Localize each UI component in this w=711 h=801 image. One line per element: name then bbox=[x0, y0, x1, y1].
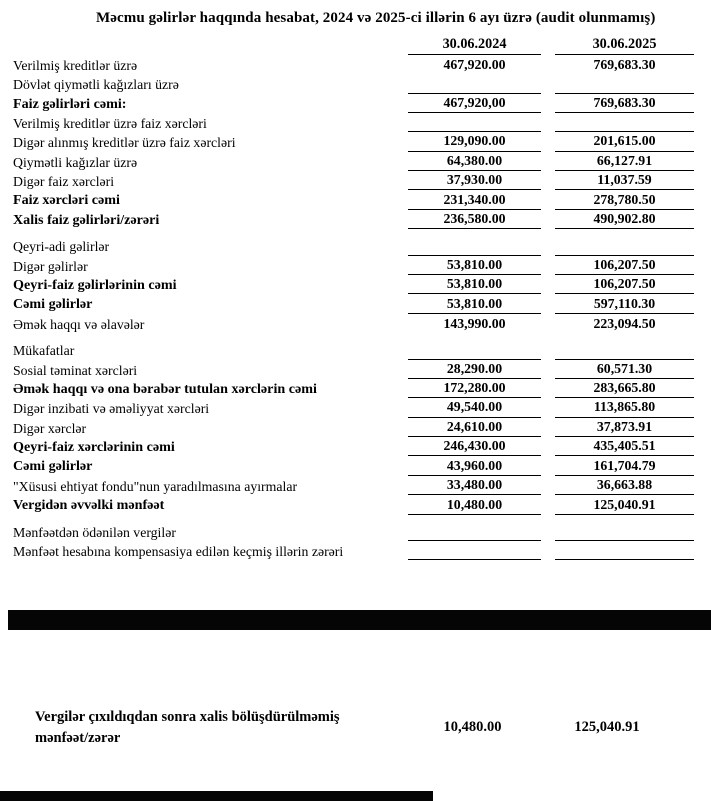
table-header-row bbox=[13, 37, 694, 56]
value-2024: 43,960.00 bbox=[408, 456, 541, 476]
value-2025 bbox=[555, 113, 694, 132]
row-label: Qeyri-faiz xərclərinin cəmi bbox=[13, 438, 175, 455]
row-label: Dövlət qiymətli kağızları üzrə bbox=[13, 77, 179, 93]
value-2025: 113,865.80 bbox=[555, 398, 694, 417]
value-2024: 467,920.00 bbox=[443, 57, 506, 73]
table-row bbox=[13, 275, 694, 295]
table-row bbox=[13, 340, 694, 359]
value-2025 bbox=[555, 340, 694, 359]
value-2025: 161,704.79 bbox=[555, 456, 694, 476]
table-row bbox=[13, 94, 694, 114]
row-label: Digər gəlirlər bbox=[13, 258, 88, 274]
table-row bbox=[13, 437, 694, 457]
bottom-black-bar bbox=[0, 791, 433, 801]
row-label: Verilmiş kreditlər üzrə bbox=[13, 58, 138, 74]
table-row bbox=[13, 210, 694, 230]
value-2025: 201,615.00 bbox=[555, 132, 694, 151]
value-2024 bbox=[408, 340, 541, 359]
row-label: Xalis faiz gəlirləri/zərəri bbox=[13, 211, 160, 228]
value-2025: 125,040.91 bbox=[555, 495, 694, 515]
table-row bbox=[13, 236, 694, 255]
column-header-2025: 30.06.2025 bbox=[555, 37, 694, 56]
row-label: Əmək haqqı və ona bərabər tutulan xərclərin cəmi bbox=[13, 380, 317, 397]
value-2024: 231,340.00 bbox=[408, 190, 541, 210]
value-2024: 10,480.00 bbox=[408, 495, 541, 515]
value-2025: 769,683.30 bbox=[593, 57, 656, 73]
row-label: Digər faiz xərcləri bbox=[13, 173, 115, 189]
value-2024: 49,540.00 bbox=[408, 398, 541, 417]
value-2025: 490,902.80 bbox=[555, 210, 694, 230]
value-2025: 223,094.50 bbox=[593, 316, 656, 332]
row-label: Mənfəətdən ödənilən vergilər bbox=[13, 524, 176, 540]
row-label: "Xüsusi ehtiyat fondu"nun yaradılmasına ayırmalar bbox=[13, 479, 298, 495]
value-2025 bbox=[555, 236, 694, 255]
value-2025 bbox=[555, 541, 694, 560]
value-2024: 143,990.00 bbox=[443, 316, 506, 332]
table-row bbox=[13, 256, 694, 275]
row-label: Faiz xərcləri cəmi bbox=[13, 192, 120, 209]
value-2024: 64,380.00 bbox=[408, 152, 541, 171]
net-profit-after-tax-row bbox=[0, 707, 711, 748]
table-row bbox=[13, 171, 694, 190]
value-2025: 597,110.30 bbox=[555, 294, 694, 314]
row-label: Əmək haqqı və əlavələr bbox=[13, 317, 145, 333]
table-row bbox=[13, 495, 694, 515]
value-2025: 60,571.30 bbox=[555, 360, 694, 379]
value-2024: 236,580.00 bbox=[408, 210, 541, 230]
table-row bbox=[13, 541, 694, 560]
value-2025: 106,207.50 bbox=[555, 275, 694, 295]
value-2024: 28,290.00 bbox=[408, 360, 541, 379]
table-row bbox=[13, 418, 694, 437]
value-2024: 467,920,00 bbox=[408, 94, 541, 114]
value-2024: 129,090.00 bbox=[408, 132, 541, 151]
table-row bbox=[13, 113, 694, 132]
value-2024: 37,930.00 bbox=[408, 171, 541, 190]
value-2025: 278,780.50 bbox=[555, 190, 694, 210]
row-label: Cəmi gəlirlər bbox=[13, 458, 93, 475]
table-row bbox=[13, 379, 694, 399]
row-label: Qeyri-faiz gəlirlərinin cəmi bbox=[13, 276, 177, 293]
value-2024 bbox=[408, 74, 541, 93]
table-row bbox=[13, 190, 694, 210]
value-2024 bbox=[408, 236, 541, 255]
value-2025: 106,207.50 bbox=[555, 256, 694, 275]
black-divider-bar bbox=[8, 610, 711, 630]
value-2024: 33,480.00 bbox=[408, 476, 541, 495]
value-2024: 172,280.00 bbox=[408, 379, 541, 399]
row-label: Digər inzibati və əməliyyat xərcləri bbox=[13, 401, 210, 417]
row-label: Mükafatlar bbox=[13, 343, 75, 359]
row-label: Digər xərclər bbox=[13, 420, 87, 436]
table-row bbox=[13, 314, 694, 333]
row-label: Faiz gəlirləri cəmi: bbox=[13, 95, 127, 112]
header-spacer bbox=[13, 37, 408, 56]
income-table-body bbox=[13, 55, 694, 560]
value-2025: 769,683.30 bbox=[555, 94, 694, 114]
net-profit-value-2024: 10,480.00 bbox=[443, 719, 502, 736]
value-2024: 53,810.00 bbox=[408, 275, 541, 295]
row-label: Sosial təminat xərcləri bbox=[13, 362, 138, 378]
table-row bbox=[13, 522, 694, 541]
table-row bbox=[13, 74, 694, 93]
table-row bbox=[13, 55, 694, 74]
table-row bbox=[13, 476, 694, 495]
report-title: Məcmu gəlirlər haqqında hesabat, 2024 və 2025-ci illərin 6 ayı üzrə (audit olunmamış) bbox=[96, 10, 656, 26]
table-row bbox=[13, 360, 694, 379]
value-2025 bbox=[555, 522, 694, 541]
table-row bbox=[13, 398, 694, 417]
row-label: Qeyri-adi gəlirlər bbox=[13, 239, 110, 255]
table-row bbox=[13, 294, 694, 314]
value-2024: 246,430.00 bbox=[408, 437, 541, 457]
row-label: Mənfəət hesabına kompensasiya edilən keçmiş illərin zərəri bbox=[13, 544, 344, 560]
row-label: Vergidən əvvəlki mənfəət bbox=[13, 497, 165, 514]
row-label: Qiymətli kağızlar üzrə bbox=[13, 154, 138, 170]
table-row bbox=[13, 132, 694, 151]
value-2024 bbox=[408, 541, 541, 560]
value-2025: 11,037.59 bbox=[555, 171, 694, 190]
column-header-2024: 30.06.2024 bbox=[408, 37, 541, 56]
value-2025: 37,873.91 bbox=[555, 418, 694, 437]
row-label: Digər alınmış kreditlər üzrə faiz xərcləri bbox=[13, 135, 236, 151]
row-label: Verilmiş kreditlər üzrə faiz xərcləri bbox=[13, 116, 207, 132]
value-2024 bbox=[408, 113, 541, 132]
value-2025 bbox=[555, 74, 694, 93]
value-2024 bbox=[408, 522, 541, 541]
table-row bbox=[13, 456, 694, 476]
value-2024: 53,810.00 bbox=[408, 294, 541, 314]
value-2025: 283,665.80 bbox=[555, 379, 694, 399]
value-2024: 24,610.00 bbox=[408, 418, 541, 437]
net-profit-value-2025: 125,040.91 bbox=[574, 719, 640, 736]
value-2025: 36,663.88 bbox=[555, 476, 694, 495]
income-statement-table bbox=[13, 37, 694, 561]
value-2025: 435,405.51 bbox=[555, 437, 694, 457]
row-label: Cəmi gəlirlər bbox=[13, 296, 93, 313]
value-2025: 66,127.91 bbox=[555, 152, 694, 171]
net-profit-label: Vergilər çıxıldıqdan sonra xalis bölüşdürülməmiş mənfəət/zərər bbox=[35, 709, 340, 746]
table-row bbox=[13, 152, 694, 171]
value-2024: 53,810.00 bbox=[408, 256, 541, 275]
